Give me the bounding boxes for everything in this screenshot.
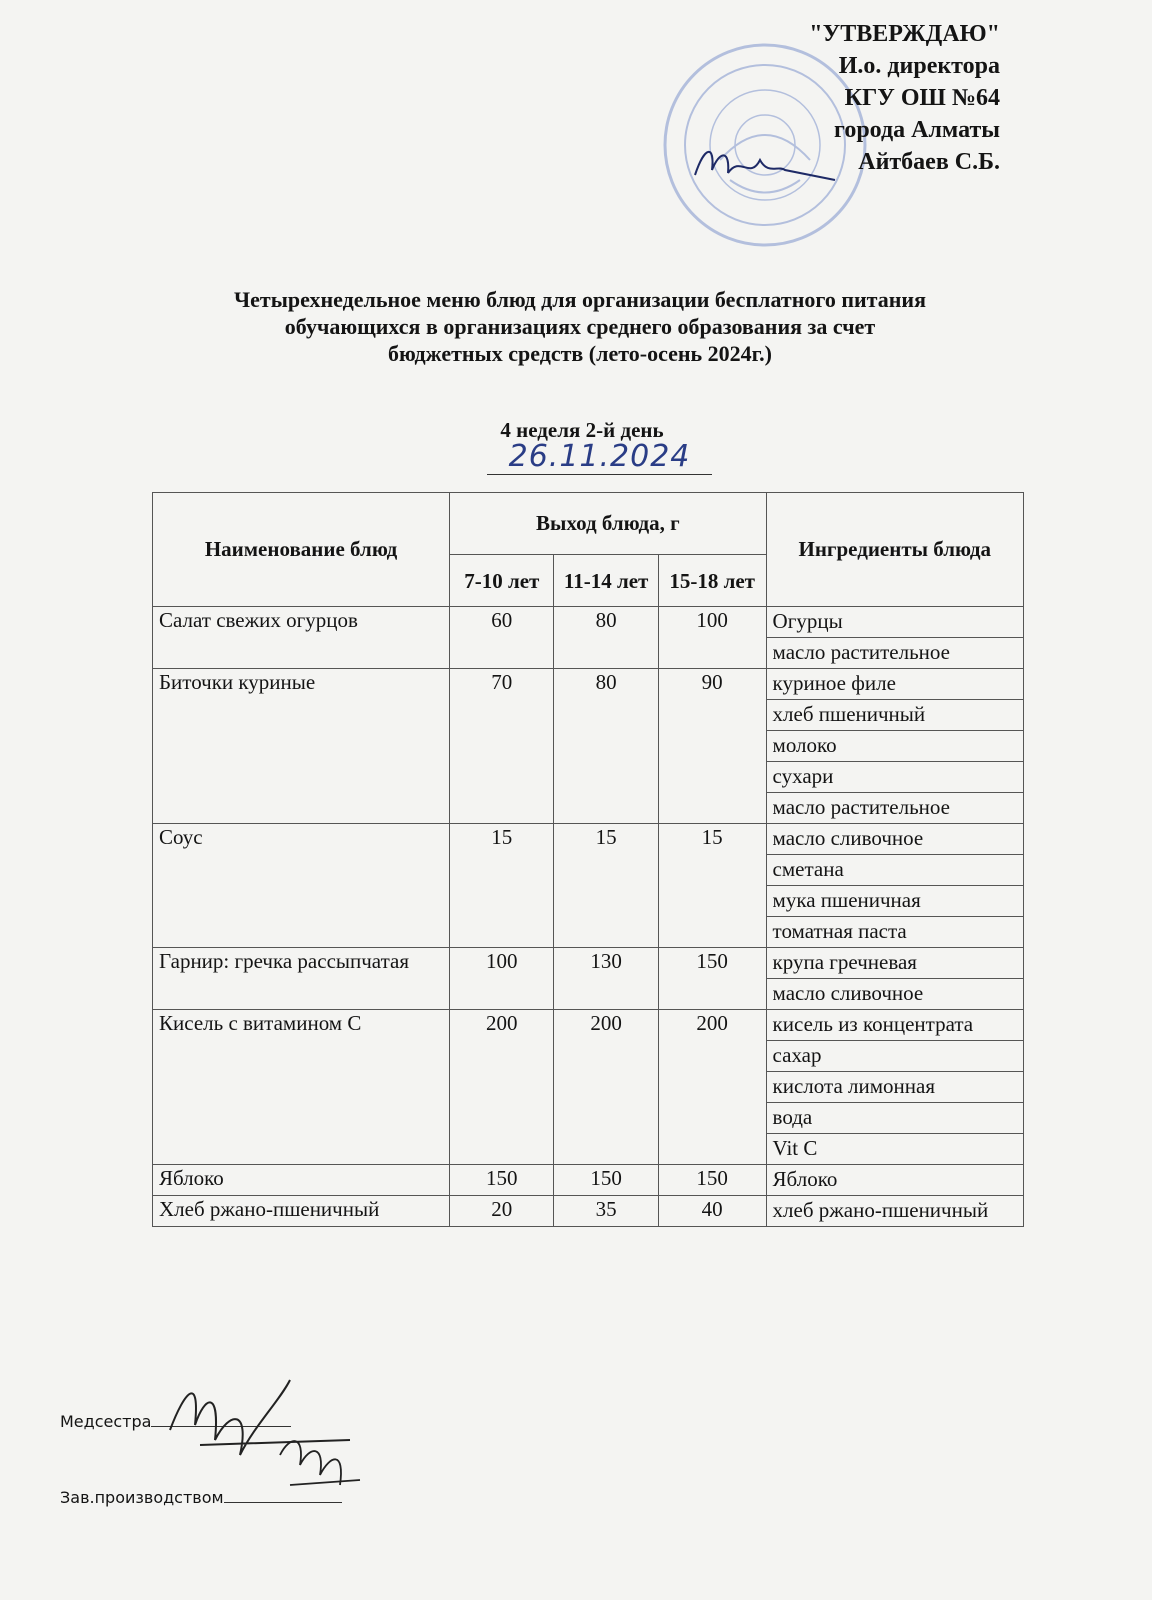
dish-name: Кисель с витамином С — [153, 1010, 450, 1165]
dish-name: Салат свежих огурцов — [153, 607, 450, 669]
dish-output-a: 20 — [450, 1196, 554, 1227]
ingredient-cell: масло растительное — [766, 638, 1023, 669]
dish-output-a: 150 — [450, 1165, 554, 1196]
director-signature-icon — [690, 135, 840, 195]
header-dish-name: Наименование блюд — [153, 493, 450, 607]
production-label: Зав.производством — [60, 1488, 224, 1507]
dish-name: Биточки куриные — [153, 669, 450, 824]
menu-table-body — [153, 607, 1024, 1227]
table-row — [153, 824, 1024, 855]
nurse-label: Медсестра — [60, 1412, 152, 1431]
ingredient-cell: Огурцы — [766, 607, 1023, 638]
ingredient-cell: сахар — [766, 1041, 1023, 1072]
approval-organization: КГУ ОШ №64 — [844, 85, 1000, 111]
table-row — [153, 1165, 1024, 1196]
handwritten-date: 26.11.2024 — [487, 440, 712, 475]
ingredient-cell: сметана — [766, 855, 1023, 886]
ingredient-cell: вода — [766, 1103, 1023, 1134]
ingredient-cell: масло растительное — [766, 793, 1023, 824]
dish-output-c: 100 — [658, 607, 766, 669]
dish-name: Гарнир: гречка рассыпчатая — [153, 948, 450, 1010]
dish-output-a: 70 — [450, 669, 554, 824]
ingredient-cell: хлеб ржано-пшеничный — [766, 1196, 1023, 1227]
ingredient-cell: масло сливочное — [766, 824, 1023, 855]
document-title — [100, 286, 1060, 367]
dish-output-b: 80 — [554, 607, 658, 669]
dish-output-a: 60 — [450, 607, 554, 669]
ingredient-cell: хлеб пшеничный — [766, 700, 1023, 731]
title-line-2: обучающихся в организациях среднего образования за счет — [284, 314, 876, 339]
ingredient-cell: масло сливочное — [766, 979, 1023, 1010]
approval-position: И.о. директора — [838, 53, 1000, 79]
dish-output-a: 200 — [450, 1010, 554, 1165]
title-line-3: бюджетных средств (лето-осень 2024г.) — [387, 341, 773, 366]
dish-name: Хлеб ржано-пшеничный — [153, 1196, 450, 1227]
ingredient-cell: молоко — [766, 731, 1023, 762]
dish-output-b: 15 — [554, 824, 658, 948]
ingredient-cell: сухари — [766, 762, 1023, 793]
dish-name: Соус — [153, 824, 450, 948]
dish-output-b: 150 — [554, 1165, 658, 1196]
ingredient-cell: кислота лимонная — [766, 1072, 1023, 1103]
ingredient-cell: томатная паста — [766, 917, 1023, 948]
header-age-11-14: 11-14 лет — [554, 555, 658, 607]
ingredient-cell: куриное филе — [766, 669, 1023, 700]
dish-output-c: 90 — [658, 669, 766, 824]
ingredient-cell: кисель из концентрата — [766, 1010, 1023, 1041]
dish-output-b: 80 — [554, 669, 658, 824]
approval-signatory: Айтбаев С.Б. — [858, 149, 1000, 175]
table-row — [153, 948, 1024, 979]
dish-output-c: 200 — [658, 1010, 766, 1165]
ingredient-cell: Яблоко — [766, 1165, 1023, 1196]
dish-output-c: 150 — [658, 1165, 766, 1196]
table-row — [153, 1010, 1024, 1041]
menu-table — [152, 492, 1024, 1227]
title-line-1: Четырехнедельное меню блюд для организации бесплатного питания — [233, 287, 926, 312]
dish-output-b: 200 — [554, 1010, 658, 1165]
table-row — [153, 607, 1024, 638]
ingredient-cell: крупа гречневая — [766, 948, 1023, 979]
dish-name: Яблоко — [153, 1165, 450, 1196]
ingredient-cell: мука пшеничная — [766, 886, 1023, 917]
week-day-label: 4 неделя 2-й день — [500, 418, 664, 442]
dish-output-c: 150 — [658, 948, 766, 1010]
dish-output-a: 100 — [450, 948, 554, 1010]
dish-output-c: 40 — [658, 1196, 766, 1227]
header-age-15-18: 15-18 лет — [658, 555, 766, 607]
table-row — [153, 1196, 1024, 1227]
dish-output-b: 35 — [554, 1196, 658, 1227]
table-row — [153, 669, 1024, 700]
dish-output-c: 15 — [658, 824, 766, 948]
production-signature-icon — [270, 1425, 370, 1515]
approval-city: города Алматы — [834, 117, 1000, 143]
dish-output-a: 15 — [450, 824, 554, 948]
header-output: Выход блюда, г — [450, 493, 766, 555]
header-age-7-10: 7-10 лет — [450, 555, 554, 607]
approval-heading: "УТВЕРЖДАЮ" — [809, 21, 1000, 47]
header-ingredients: Ингредиенты блюда — [766, 493, 1023, 607]
ingredient-cell: Vit C — [766, 1134, 1023, 1165]
dish-output-b: 130 — [554, 948, 658, 1010]
